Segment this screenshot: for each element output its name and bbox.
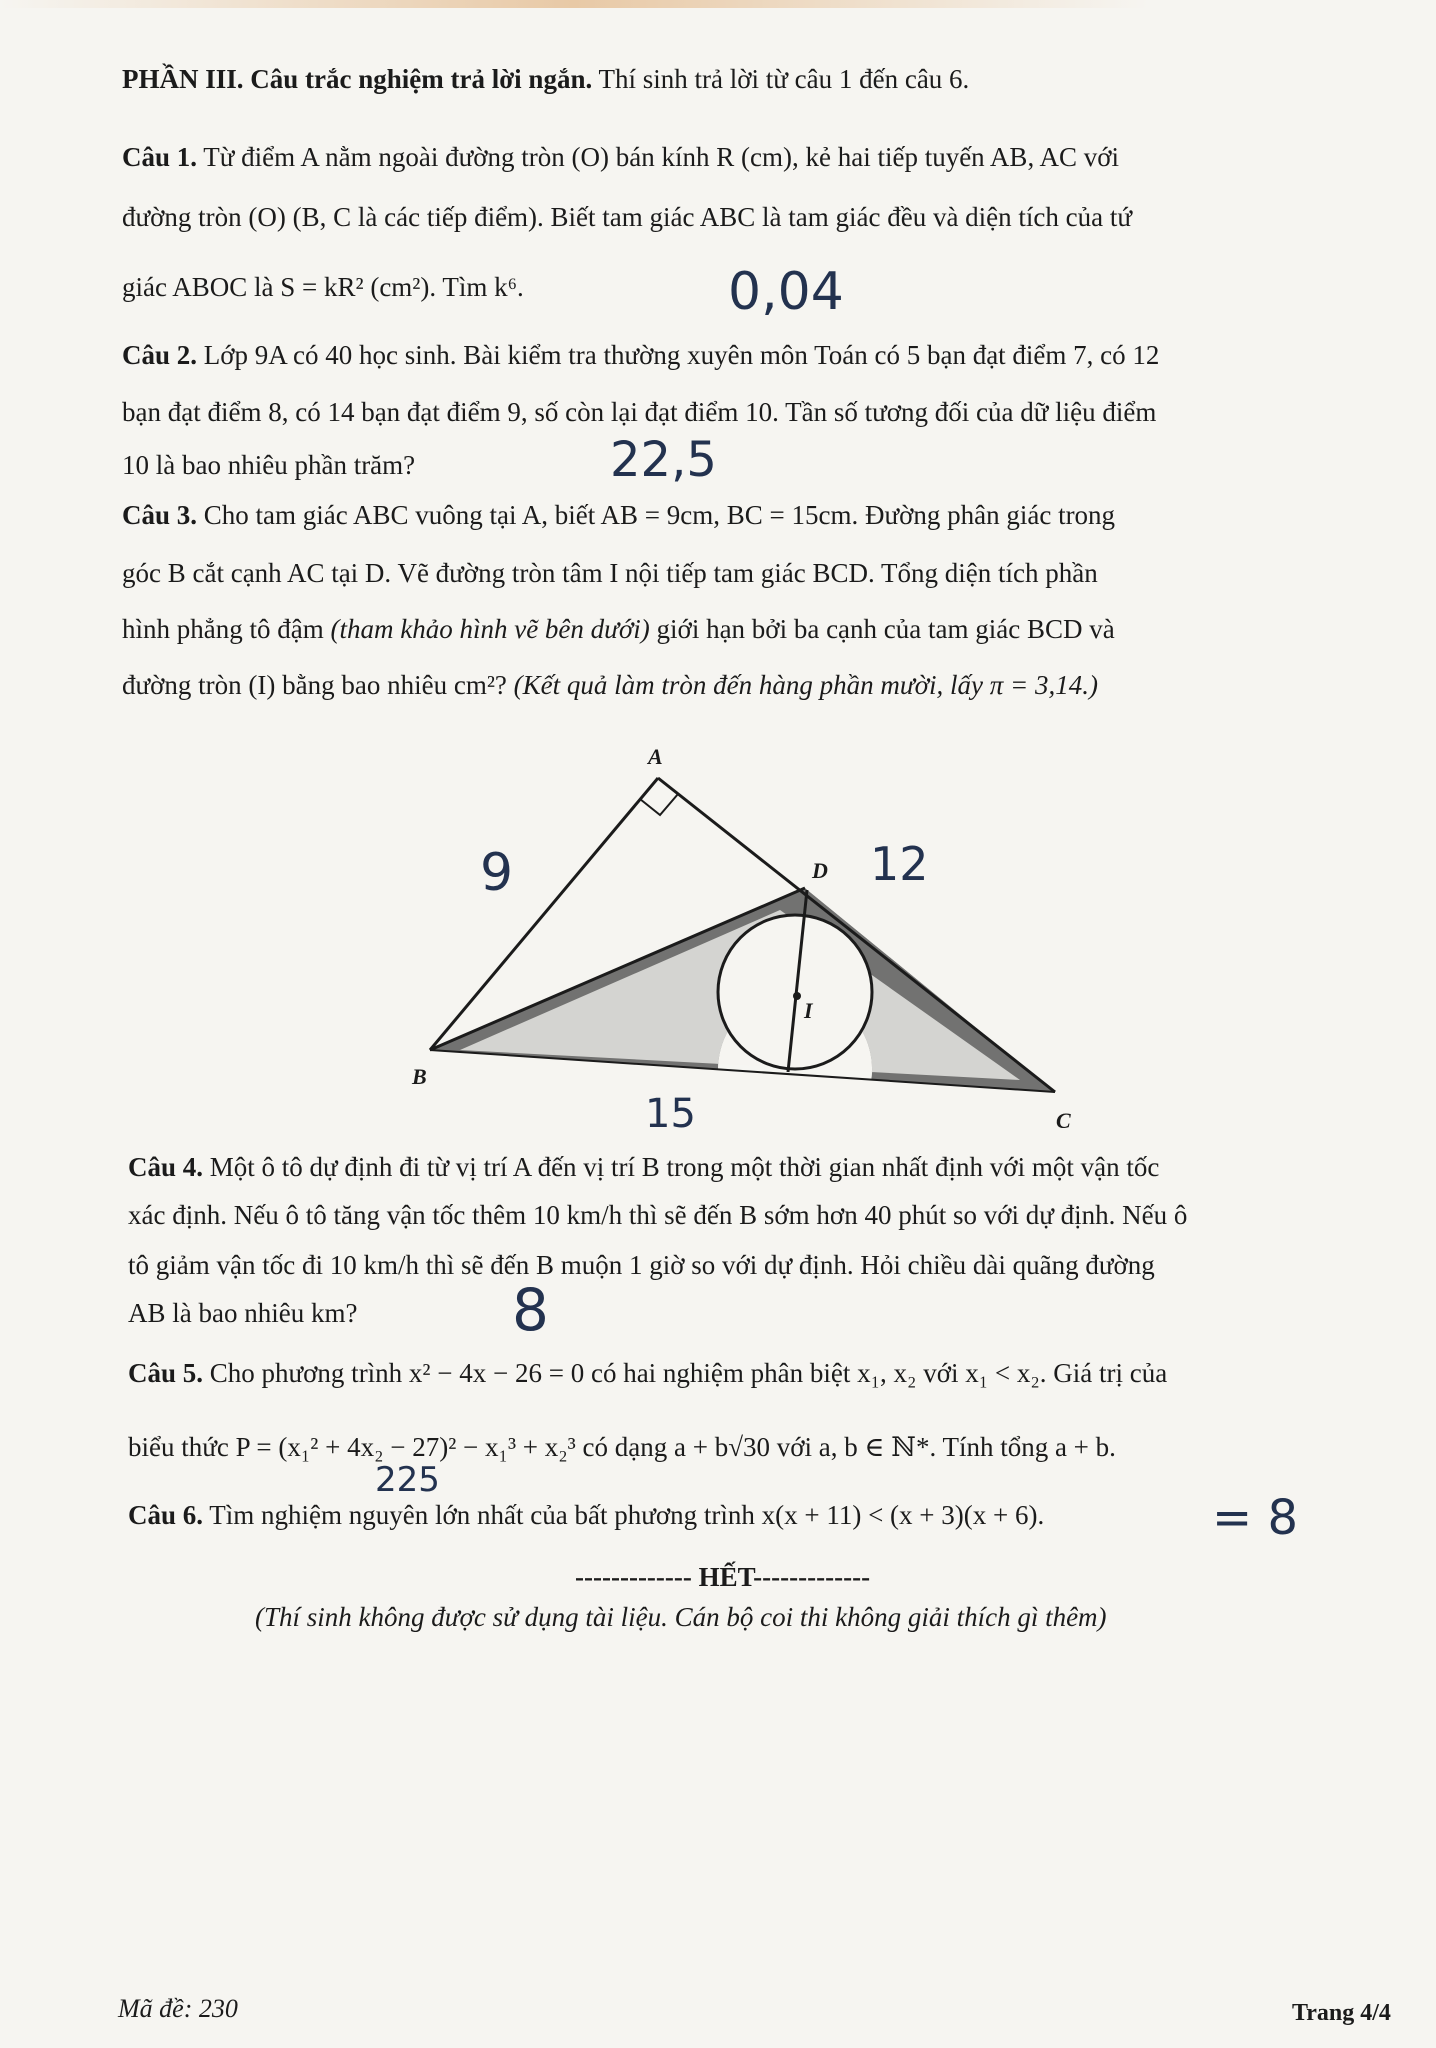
question-5-line-1	[128, 1356, 1167, 1390]
question-2-label: Câu 2.	[122, 340, 198, 370]
section-instruction: Thí sinh trả lời từ câu 1 đến câu 6.	[598, 64, 970, 94]
section-header	[122, 62, 969, 96]
question-2-text-1: Lớp 9A có 40 học sinh. Bài kiểm tra thường xuyên môn Toán có 5 bạn đạt điểm 7, có 12	[203, 340, 1160, 370]
question-1-line-3: giác ABOC là S = kR² (cm²). Tìm k⁶.	[122, 272, 524, 302]
question-4-label: Câu 4.	[128, 1152, 204, 1182]
question-4-line-3: tô giảm vận tốc đi 10 km/h thì sẽ đến B muộn 1 giờ so với dự định. Hỏi chiều dài quãng đường	[128, 1250, 1155, 1280]
page-top-edge	[0, 0, 1436, 8]
question-3-rounding-note: (Kết quả làm tròn đến hàng phần mười, lấy π = 3,14.)	[513, 670, 1098, 700]
question-5-line-2: biểu thức P = (x₁² + 4x₂ − 27)² − x₁³ + x₂³ có dạng a + b√30 với a, b ∈ ℕ*. Tính tổng a + b.	[128, 1432, 1116, 1462]
question-3-label: Câu 3.	[122, 500, 198, 530]
right-angle-mark	[640, 794, 678, 815]
label-B: B	[412, 1064, 427, 1089]
question-4-handwritten-answer: 8	[512, 1276, 549, 1344]
end-note: (Thí sinh không được sử dụng tài liệu. Cán bộ coi thi không giải thích gì thêm)	[255, 1602, 1107, 1632]
question-6-label: Câu 6.	[128, 1500, 204, 1530]
question-2-line-2: bạn đạt điểm 8, có 14 bạn đạt điểm 9, số còn lại đạt điểm 10. Tần số tương đối của dữ liệu điểm	[122, 397, 1157, 427]
hand-label-AB: 9	[480, 843, 514, 903]
question-3-line-1	[122, 498, 1115, 532]
label-D: D	[812, 858, 828, 883]
question-1-line-1	[122, 140, 1119, 174]
question-2-line-1	[122, 338, 1159, 372]
question-1-text-1: Từ điểm A nằm ngoài đường tròn (O) bán kính R (cm), kẻ hai tiếp tuyến AB, AC với	[203, 142, 1119, 172]
question-3-line-2: góc B cắt cạnh AC tại D. Vẽ đường tròn tâm I nội tiếp tam giác BCD. Tổng diện tích phần	[122, 558, 1098, 588]
question-1-label: Câu 1.	[122, 142, 198, 172]
question-1-line-2: đường tròn (O) (B, C là các tiếp điểm). Biết tam giác ABC là tam giác đều và diện tích của tứ	[122, 202, 1133, 232]
question-3-text-4a: đường tròn (I) bằng bao nhiêu cm²?	[122, 670, 514, 700]
section-title: PHẦN III. Câu trắc nghiệm trả lời ngắn.	[122, 64, 593, 94]
question-3-text-1: Cho tam giác ABC vuông tại A, biết AB = 9cm, BC = 15cm. Đường phân giác trong	[203, 500, 1116, 530]
question-6-handwritten-answer: = 8	[1212, 1490, 1299, 1546]
question-4-line-1	[128, 1150, 1159, 1184]
question-4-line-2: xác định. Nếu ô tô tăng vận tốc thêm 10 km/h thì sẽ đến B sớm hơn 40 phút so với dự định. Nếu ô	[128, 1200, 1188, 1230]
label-I: I	[804, 998, 813, 1023]
question-5-text-1: Cho phương trình x² − 4x − 26 = 0 có hai nghiệm phân biệt x₁, x₂ với x₁ < x₂. Giá trị của	[209, 1358, 1168, 1388]
page-number: Trang 4/4	[1292, 2000, 1391, 2026]
label-A: A	[648, 744, 663, 769]
question-3-figure-reference: (tham khảo hình vẽ bên dưới)	[330, 614, 650, 644]
question-3-line-4	[122, 668, 1098, 702]
end-marker: ------------- HẾT-------------	[575, 1562, 871, 1592]
question-3-text-3c: giới hạn bởi ba cạnh của tam giác BCD và	[649, 614, 1115, 644]
question-3-text-3a: hình phẳng tô đậm	[122, 614, 331, 644]
question-6-text-1: Tìm nghiệm nguyên lớn nhất của bất phương trình x(x + 11) < (x + 3)(x + 6).	[209, 1500, 1045, 1530]
label-C: C	[1056, 1108, 1071, 1130]
question-3-line-3	[122, 612, 1115, 646]
geometry-figure	[400, 730, 1120, 1130]
question-6-line-1	[128, 1498, 1044, 1532]
point-I	[793, 992, 801, 1000]
question-5-label: Câu 5.	[128, 1358, 204, 1388]
question-1-handwritten-answer: 0,04	[728, 262, 844, 322]
question-5-handwritten-answer: 225	[375, 1460, 440, 1500]
exam-code: Mã đề: 230	[118, 1994, 238, 2023]
question-4-text-1: Một ô tô dự định đi từ vị trí A đến vị trí B trong một thời gian nhất định với một vận tốc	[209, 1152, 1160, 1182]
hand-label-DC: 12	[870, 837, 929, 891]
question-2-line-3: 10 là bao nhiêu phần trăm?	[122, 450, 416, 480]
question-2-handwritten-answer: 22,5	[610, 432, 717, 488]
hand-label-BC: 15	[645, 1091, 696, 1130]
question-4-line-4: AB là bao nhiêu km?	[128, 1298, 358, 1328]
